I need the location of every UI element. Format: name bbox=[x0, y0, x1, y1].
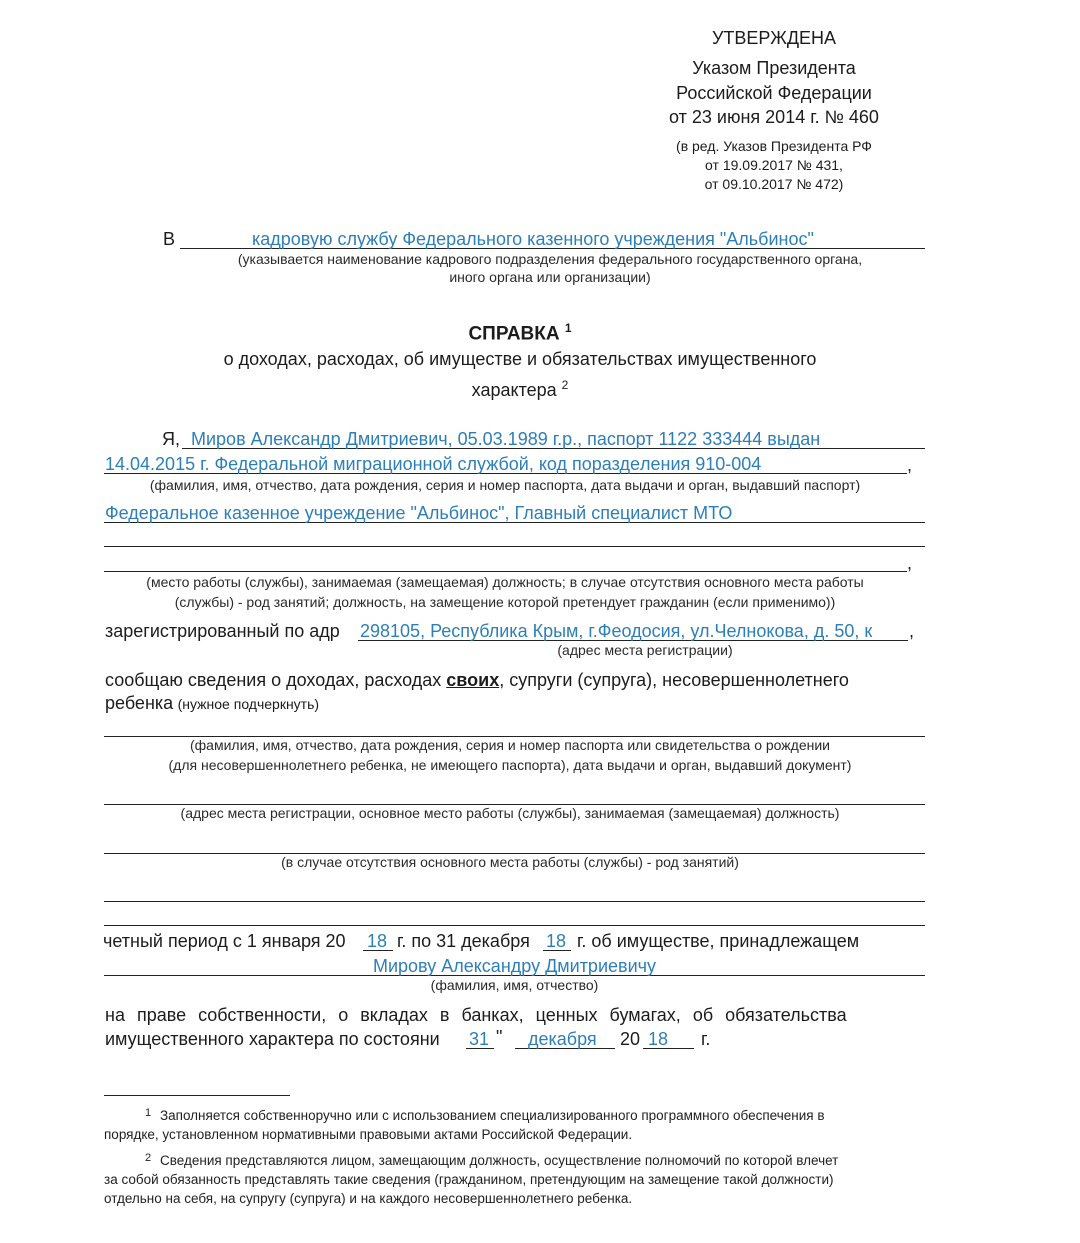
footnote-ref-1: 1 bbox=[564, 321, 572, 335]
title-subtitle-2 bbox=[140, 378, 900, 401]
family-caption-3: (адрес места регистрации, основное место работы (службы), занимаемая (замещаемая) должность) bbox=[180, 805, 840, 821]
person-field-line-2[interactable]: 14.04.2015 г. Федеральной миграционной службой, код пораздeления 910-004 bbox=[105, 454, 762, 474]
owner-field[interactable]: Мирову Александру Дмитриевичу bbox=[372, 956, 657, 976]
footnote-1-line-2: порядке, установленном нормативными правовыми актами Российской Федерации. bbox=[104, 1127, 633, 1142]
report-text-after: , супруги (супруга), несовершеннолетнего bbox=[499, 670, 849, 690]
approval-heading: УТВЕРЖДЕНА bbox=[711, 28, 837, 48]
work-underline-2 bbox=[104, 546, 925, 547]
work-comma: , bbox=[907, 553, 913, 573]
footnote-2-line-2: за собой обязанность представлять такие сведения (гражданином, претендующим на замещение такой должности) bbox=[104, 1172, 834, 1187]
person-comma: , bbox=[907, 455, 913, 475]
amendment-line-3: от 09.10.2017 № 472) bbox=[704, 176, 844, 192]
period-text-2: г. по 31 декабря bbox=[397, 931, 530, 951]
report-line-1 bbox=[105, 670, 849, 691]
family-underline-5[interactable] bbox=[104, 925, 925, 926]
property-month-field[interactable]: декабря bbox=[528, 1029, 597, 1049]
address-caption: (адрес места регистрации) bbox=[557, 642, 733, 658]
amendment-line-2: от 19.09.2017 № 431, bbox=[705, 157, 843, 173]
period-year-2-field[interactable]: 18 bbox=[546, 931, 567, 951]
footnote-1-line-1: Заполняется собственноручно или с использованием специализированного программного обеспечения в bbox=[160, 1108, 825, 1123]
work-caption-2: (службы) - род занятий; должность, на замещение которой претендует гражданин (если применимо)) bbox=[174, 594, 836, 610]
property-year-field[interactable]: 18 bbox=[648, 1029, 669, 1049]
document-title bbox=[360, 321, 680, 345]
period-year-1-field[interactable]: 18 bbox=[367, 931, 388, 951]
recipient-field[interactable]: кадровую службу Федерального казенного учреждения "Альбинос" bbox=[252, 229, 814, 249]
property-line-1: на праве собственности, о вкладах в банках, ценных бумагах, об обязательства bbox=[105, 1005, 847, 1025]
property-g: г. bbox=[701, 1029, 711, 1049]
property-quote: " bbox=[496, 1027, 503, 1047]
person-prefix: Я, bbox=[162, 429, 180, 449]
work-field[interactable]: Федеральное казенное учреждение "Альбинос", Главный специалист МТО bbox=[105, 503, 733, 523]
report-line-2 bbox=[105, 693, 319, 714]
footnote-2-line-3: отдельно на себя, на супругу (супруга) и на каждого несовершеннолетнего ребенка. bbox=[104, 1191, 633, 1206]
work-underline-3 bbox=[104, 571, 907, 572]
report-hint: (нужное подчеркнуть) bbox=[177, 696, 320, 712]
footnote-1-number: 1 bbox=[145, 1107, 152, 1119]
owner-caption: (фамилия, имя, отчество) bbox=[430, 977, 599, 993]
period-text-3: г. об имуществе, принадлежащем bbox=[577, 931, 860, 951]
property-century: 20 bbox=[620, 1029, 641, 1049]
recipient-caption-2: иного органа или организации) bbox=[449, 269, 651, 285]
person-field-line-1[interactable]: Миров Александр Дмитриевич, 05.03.1989 г.р., паспорт 1122 333444 выдан bbox=[191, 429, 821, 449]
footnote-2-line-1: Сведения представляются лицом, замещающим должность, осуществление полномочий по которой влечет bbox=[160, 1153, 839, 1168]
address-prefix: зарегистрированный по адр bbox=[105, 621, 340, 641]
person-caption: (фамилия, имя, отчество, дата рождения, серия и номер паспорта, дата выдачи и орган, выдавший паспорт) bbox=[149, 477, 861, 493]
recipient-caption-1: (указывается наименование кадрового подразделения федерального государственного органа, bbox=[237, 251, 863, 267]
title-subtitle-1: о доходах, расходах, об имуществе и обязательствах имущественного bbox=[223, 349, 817, 369]
amendment-line-1: (в ред. Указов Президента РФ bbox=[676, 138, 872, 154]
address-comma: , bbox=[909, 621, 915, 641]
approval-line-3: от 23 июня 2014 г. № 460 bbox=[669, 107, 879, 127]
footnote-ref-2: 2 bbox=[561, 378, 569, 392]
property-day-field[interactable]: 31 bbox=[469, 1029, 490, 1049]
family-caption-1: (фамилия, имя, отчество, дата рождения, серия и номер паспорта или свидетельства о рождении bbox=[190, 737, 830, 753]
approval-line-2: Российской Федерации bbox=[676, 83, 872, 103]
period-text-1: четный период с 1 января 20 bbox=[103, 931, 346, 951]
family-caption-4: (в случае отсутствия основного места работы (службы) - род занятий) bbox=[281, 854, 739, 870]
property-line-2-text: имущественного характера по состояни bbox=[105, 1029, 440, 1049]
address-field[interactable]: 298105, Республика Крым, г.Феодосия, ул.Челнокова, д. 50, к bbox=[360, 621, 873, 641]
family-caption-2: (для несовершеннолетнего ребенка, не имеющего паспорта), дата выдачи и орган, выдавший документ) bbox=[168, 757, 852, 773]
title-subtitle-2-text: характера bbox=[471, 380, 557, 400]
report-child-word: ребенка bbox=[105, 693, 174, 713]
report-text-before: сообщаю сведения о доходах, расходах bbox=[105, 670, 447, 690]
footnote-separator bbox=[104, 1095, 290, 1096]
document-title-text: СПРАВКА bbox=[468, 323, 560, 345]
footnote-2-number: 2 bbox=[145, 1152, 152, 1164]
family-underline-4[interactable] bbox=[104, 901, 925, 902]
recipient-prefix: В bbox=[163, 229, 176, 249]
work-caption-1: (место работы (службы), занимаемая (замещаемая) должность; в случае отсутствия основного места работы bbox=[146, 574, 864, 590]
report-own-underlined: своих bbox=[446, 670, 500, 690]
approval-line-1: Указом Президента bbox=[692, 58, 856, 78]
